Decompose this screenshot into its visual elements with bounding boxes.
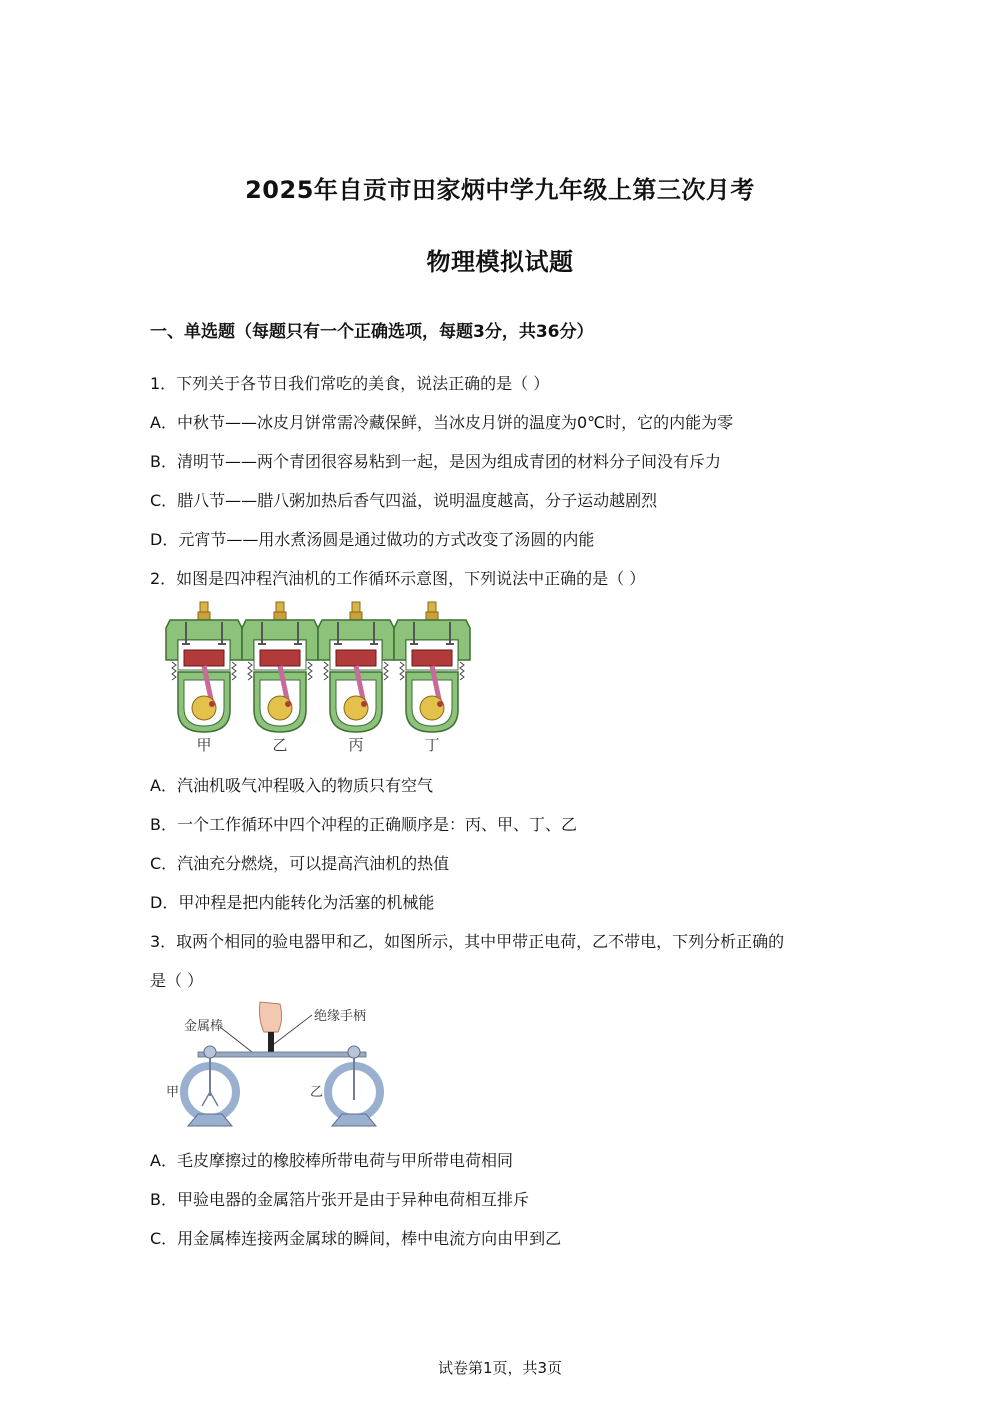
q3-option-b: B．甲验电器的金属箔片张开是由于异种电荷相互排斥 [150, 1190, 529, 1209]
engine-caption-bing: 丙 [348, 736, 364, 754]
section-heading: 一、单选题（每题只有一个正确选项，每题3分，共36分） [150, 322, 594, 342]
label-insulated-handle: 绝缘手柄 [314, 1009, 367, 1024]
label-electroscope-jia: 甲 [166, 1085, 180, 1100]
q3-stem-line2: 是（ ） [150, 971, 204, 990]
engine-caption-jia: 甲 [196, 736, 212, 754]
q1-option-a: A．中秋节——冰皮月饼常需冷藏保鲜，当冰皮月饼的温度为0℃时，它的内能为零 [150, 413, 734, 432]
q1-option-d: D．元宵节——用水煮汤圆是通过做功的方式改变了汤圆的内能 [150, 530, 595, 549]
exam-title-line1: 2025年自贡市田家炳中学九年级上第三次月考 [245, 176, 755, 204]
q2-stem: 2．如图是四冲程汽油机的工作循环示意图，下列说法中正确的是（ ） [150, 569, 646, 588]
label-metal-rod: 金属棒 [184, 1019, 224, 1034]
q2-option-b: B．一个工作循环中四个冲程的正确顺序是：丙、甲、丁、乙 [150, 815, 577, 834]
q2-option-d: D．甲冲程是把内能转化为活塞的机械能 [150, 893, 435, 912]
electroscope-figure [160, 1000, 390, 1130]
q3-option-a: A．毛皮摩擦过的橡胶棒所带电荷与甲所带电荷相同 [150, 1151, 513, 1170]
label-electroscope-yi: 乙 [310, 1085, 324, 1100]
page-footer: 试卷第1页，共3页 [437, 1359, 563, 1377]
engine-strokes-figure [160, 600, 480, 758]
q1-option-c: C．腊八节——腊八粥加热后香气四溢，说明温度越高，分子运动越剧烈 [150, 491, 658, 510]
q3-option-c: C．用金属棒连接两金属球的瞬间，棒中电流方向由甲到乙 [150, 1229, 562, 1248]
exam-title-line2: 物理模拟试题 [426, 248, 574, 276]
q1-option-b: B．清明节——两个青团很容易粘到一起，是因为组成青团的材料分子间没有斥力 [150, 452, 721, 471]
q2-option-a: A．汽油机吸气冲程吸入的物质只有空气 [150, 776, 433, 795]
q3-stem-line1: 3．取两个相同的验电器甲和乙，如图所示，其中甲带正电荷，乙不带电，下列分析正确的 [150, 932, 785, 951]
q1-stem: 1．下列关于各节日我们常吃的美食，说法正确的是（ ） [150, 374, 550, 393]
q2-option-c: C．汽油充分燃烧，可以提高汽油机的热值 [150, 854, 450, 873]
engine-caption-ding: 丁 [424, 736, 440, 754]
engine-caption-yi: 乙 [272, 736, 288, 754]
